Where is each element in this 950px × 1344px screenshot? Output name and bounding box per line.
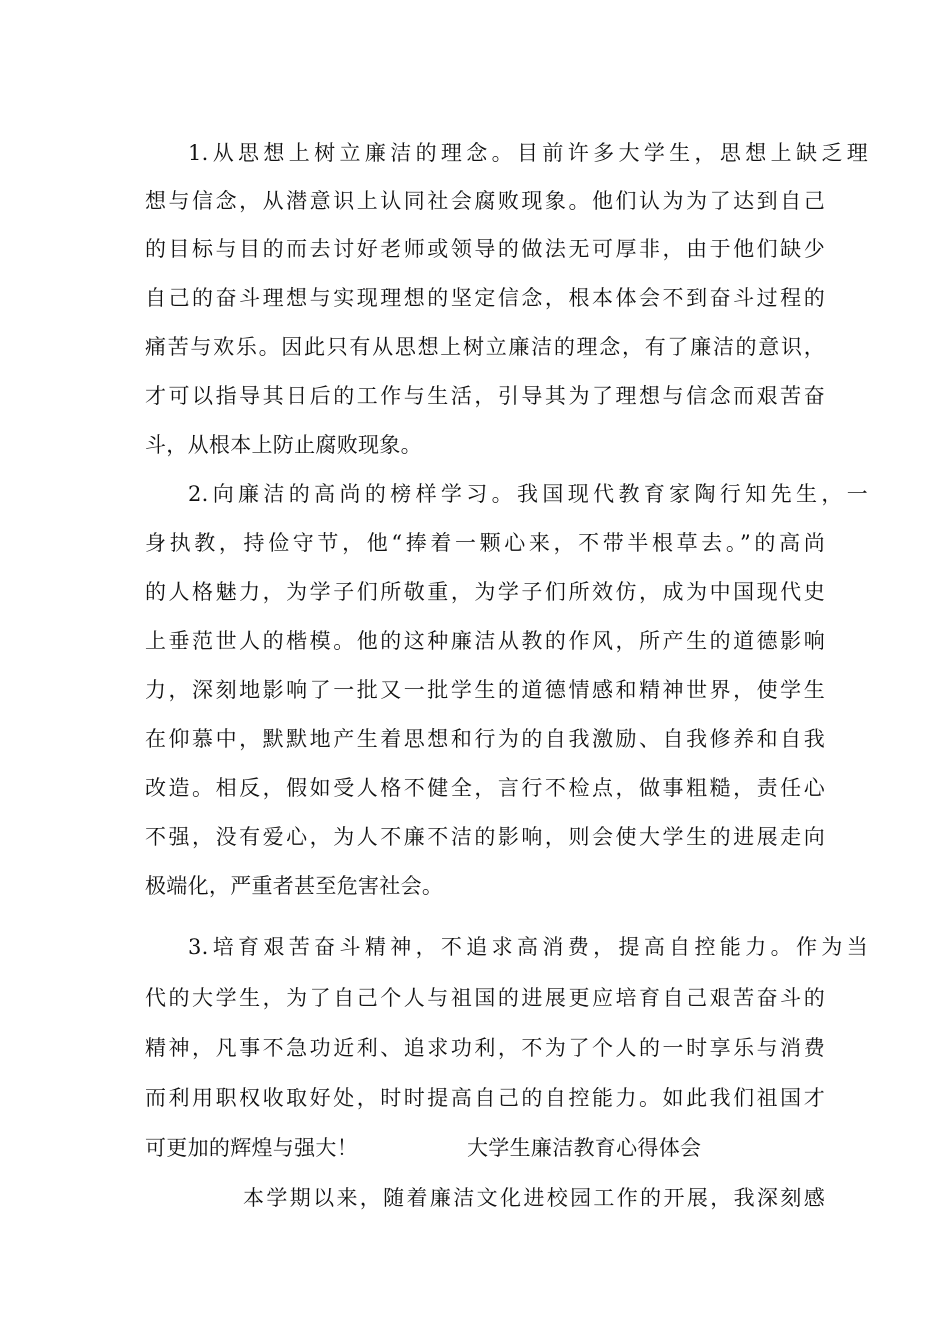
paragraph-3-line-4: 而利用职权收取好处，时时提高自己的自控能力。如此我们祖国才: [145, 1086, 825, 1110]
paragraph-2-line-5: 力，深刻地影响了一批又一批学生的道德情感和精神世界，使学生: [145, 678, 825, 702]
paragraph-2-line-4: 上垂范世人的楷模。他的这种廉洁从教的作风，所产生的道德影响: [145, 629, 825, 653]
paragraph-2-line-3: 的人格魅力，为学子们所敬重，为学子们所效仿，成为中国现代史: [145, 580, 825, 604]
paragraph-3-line-2: 代的大学生，为了自己个人与祖国的进展更应培育自己艰苦奋斗的: [145, 986, 825, 1010]
paragraph-1-line-1: 1.从思想上树立廉洁的理念。目前许多大学生，思想上缺乏理: [188, 141, 868, 165]
paragraph-2-line-8: 不强，没有爱心，为人不廉不洁的影响，则会使大学生的进展走向: [145, 825, 825, 849]
paragraph-2-line-9: 极端化，严重者甚至危害社会。: [145, 874, 444, 898]
paragraph-1-line-4: 自己的奋斗理想与实现理想的坚定信念，根本体会不到奋斗过程的: [145, 286, 825, 310]
paragraph-3-line-3: 精神，凡事不急功近利、追求功利，不为了个人的一时享乐与消费: [145, 1036, 825, 1060]
paragraph-1-line-3: 的目标与目的而去讨好老师或领导的做法无可厚非，由于他们缺少: [145, 237, 825, 261]
section-heading: 大学生廉洁教育心得体会: [467, 1136, 702, 1160]
paragraph-2-line-7: 改造。相反，假如受人格不健全，言行不检点，做事粗糙，责任心: [145, 776, 825, 800]
paragraph-2-line-2: 身执教，持俭守节，他“捧着一颗心来，不带半根草去。”的高尚: [145, 531, 825, 555]
paragraph-1-line-5: 痛苦与欢乐。因此只有从思想上树立廉洁的理念，有了廉洁的意识，: [145, 335, 825, 359]
paragraph-3-line-1: 3.培育艰苦奋斗精神，不追求高消费，提高自控能力。作为当: [188, 935, 868, 959]
paragraph-3-line-5: 可更加的辉煌与强大！: [145, 1136, 358, 1160]
intro-line: 本学期以来，随着廉洁文化进校园工作的开展，我深刻感: [243, 1186, 825, 1210]
paragraph-1-line-2: 想与信念，从潜意识上认同社会腐败现象。他们认为为了达到自己: [145, 189, 825, 213]
paragraph-2-line-1: 2.向廉洁的高尚的榜样学习。我国现代教育家陶行知先生，一: [188, 482, 868, 506]
paragraph-1-line-6: 才可以指导其日后的工作与生活，引导其为了理想与信念而艰苦奋: [145, 384, 825, 408]
paragraph-2-line-6: 在仰慕中，默默地产生着思想和行为的自我激励、自我修养和自我: [145, 727, 825, 751]
paragraph-1-line-7: 斗，从根本上防止腐败现象。: [145, 433, 422, 457]
